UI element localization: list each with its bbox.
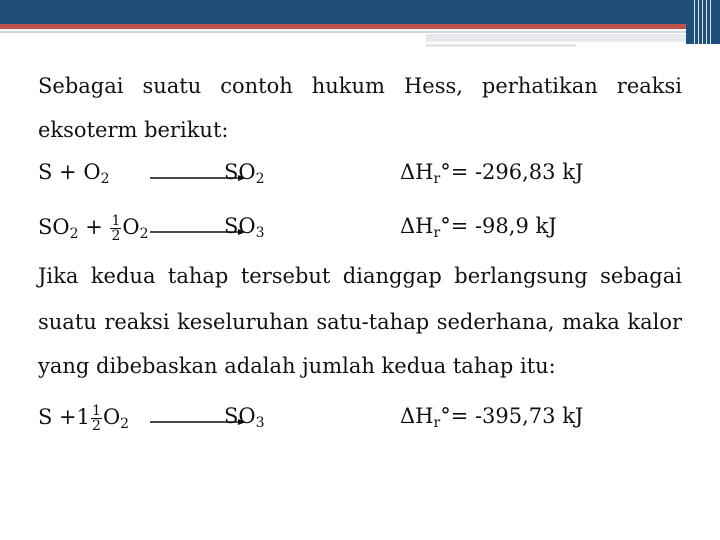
equation-1-enthalpy: $\Delta H_r^\circ= -296,83$ kJ: [400, 160, 584, 187]
body-text-line-2: suatu reaksi keseluruhan satu-tahap sederhana, maka kalor: [38, 310, 682, 334]
header-top-band: [0, 0, 720, 24]
equation-3-enthalpy: $\Delta H_r^\circ= -395,73$ kJ: [400, 404, 584, 431]
body-text-line-1: Jika kedua tahap tersebut dianggap berlangsung sebagai: [38, 264, 682, 288]
equation-1: [38, 160, 698, 200]
header-corner-stripes: [694, 0, 712, 44]
header-red-line: [0, 24, 686, 29]
equation-3-product: SO3: [224, 404, 265, 431]
intro-text-line-2: eksoterm berikut:: [38, 118, 229, 142]
intro-text-line-1: Sebagai suatu contoh hukum Hess, perhatikan reaksi: [38, 74, 682, 98]
body-text-line-3: yang dibebaskan adalah jumlah kedua tahap itu:: [38, 354, 556, 378]
equation-2-reactants: SO2 + $\frac{1}{2}$ O2: [38, 213, 149, 244]
equation-2-enthalpy: $\Delta H_r^\circ= -98,9$ kJ: [400, 214, 557, 241]
equation-2-product: SO3: [224, 214, 265, 241]
fraction-half: $\frac{1}{2}$: [92, 403, 101, 434]
header-shade-bar-small: [426, 44, 576, 47]
equation-3-reactants: S +1 $\frac{1}{2}$ O2: [38, 403, 130, 434]
equation-1-product: SO2: [224, 160, 265, 187]
fraction-half: $\frac{1}{2}$: [111, 213, 121, 244]
header-shade-bar: [426, 34, 686, 42]
header-gray-line: [0, 31, 686, 33]
equation-1-reactants: S + O2: [38, 160, 110, 187]
equation-3: [38, 404, 698, 444]
equation-2: [38, 214, 698, 254]
